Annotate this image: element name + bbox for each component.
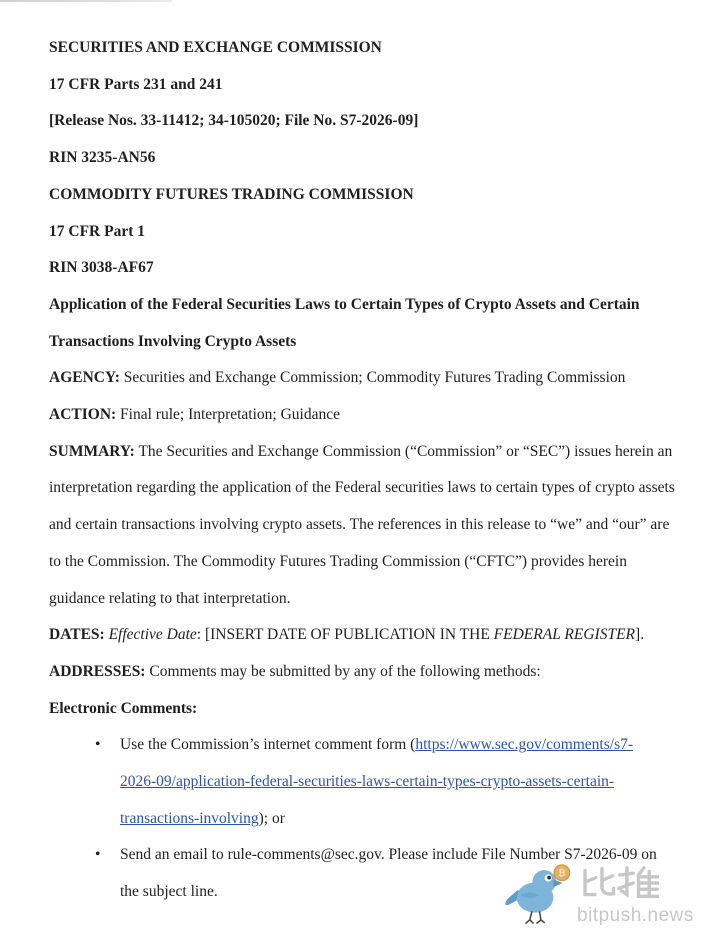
dates-end-text: ]. [635, 626, 645, 644]
summary-paragraph [49, 434, 676, 618]
agency-line [49, 360, 676, 397]
addresses-label: ADDRESSES: [49, 662, 146, 680]
bullet-email-text: Send an email to rule-comments@sec.gov. Please include File Number S7-2026-09 on the subject line. [120, 846, 657, 901]
addresses-line [49, 654, 676, 691]
dates-mid-text: : [INSERT DATE OF PUBLICATION IN THE [196, 626, 494, 644]
bitpush-bird-icon [501, 858, 573, 928]
agency-label: AGENCY: [49, 369, 120, 387]
bitpush-cn-wordmark [577, 862, 659, 904]
dates-line [49, 617, 676, 654]
doc-header-agency-sec: SECURITIES AND EXCHANGE COMMISSION [49, 39, 382, 56]
doc-header-release-numbers: [Release Nos. 33-11412; 34-105020; File No. S7-2026-09] [49, 112, 419, 130]
doc-header-rin-sec: RIN 3235-AN56 [49, 149, 156, 167]
bitpush-wordmark-block [577, 858, 694, 927]
bitpush-watermark [501, 858, 694, 928]
bullet-icon: • [95, 736, 101, 754]
agency-value: Securities and Exchange Commission; Commodity Futures Trading Commission [119, 369, 626, 387]
doc-header-rin-cftc: RIN 3038-AF67 [49, 259, 154, 277]
action-value: Final rule; Interpretation; Guidance [116, 406, 340, 424]
bullet-icon: • [95, 846, 101, 864]
doc-header-agency-cftc: COMMODITY FUTURES TRADING COMMISSION [49, 185, 414, 203]
doc-header-cfr-parts: 17 CFR Parts 231 and 241 [49, 75, 223, 93]
bullet-comment-form-text: Use the Commission’s internet comment form ( [120, 736, 416, 754]
summary-label: SUMMARY: [49, 442, 135, 460]
addresses-value: Comments may be submitted by any of the following methods: [145, 662, 541, 680]
doc-header-cfr-part-1: 17 CFR Part 1 [49, 222, 145, 240]
bullet-item-comment-form [49, 727, 662, 837]
svg-text:₿: ₿ [558, 867, 566, 878]
bullet-comment-form-suffix: ); or [258, 809, 285, 827]
scan-edge-artifact [0, 0, 172, 2]
electronic-comments-heading: Electronic Comments: [49, 699, 198, 717]
action-label: ACTION: [49, 406, 117, 424]
dates-effective-date: Effective Date [104, 626, 197, 644]
sec-comments-link[interactable]: https://www.sec.gov/comments/s7-2026-09/application-federal-securities-laws-certain-types-crypto-assets-certain-transactions-involving [120, 736, 634, 827]
doc-title: Application of the Federal Securities Laws to Certain Types of Crypto Assets and Certain Transactions Involving Crypto Assets [49, 295, 640, 350]
dates-federal-register: FEDERAL REGISTER [493, 626, 636, 644]
dates-label: DATES: [49, 626, 105, 644]
action-line [49, 397, 676, 434]
document-body [49, 30, 676, 911]
summary-text: The Securities and Exchange Commission (“Commission” or “SEC”) issues herein an interpretation regarding the application of the Federal securities laws to certain types of crypto assets and certain transactions involving crypto assets. The references in this release to “we” and “our” are to the Commission. The Commodity Futures Trading Commission (“CFTC”) provides herein guidance relating to that interpretation. [49, 442, 675, 607]
bitpush-domain-text: bitpush.news [577, 905, 694, 926]
